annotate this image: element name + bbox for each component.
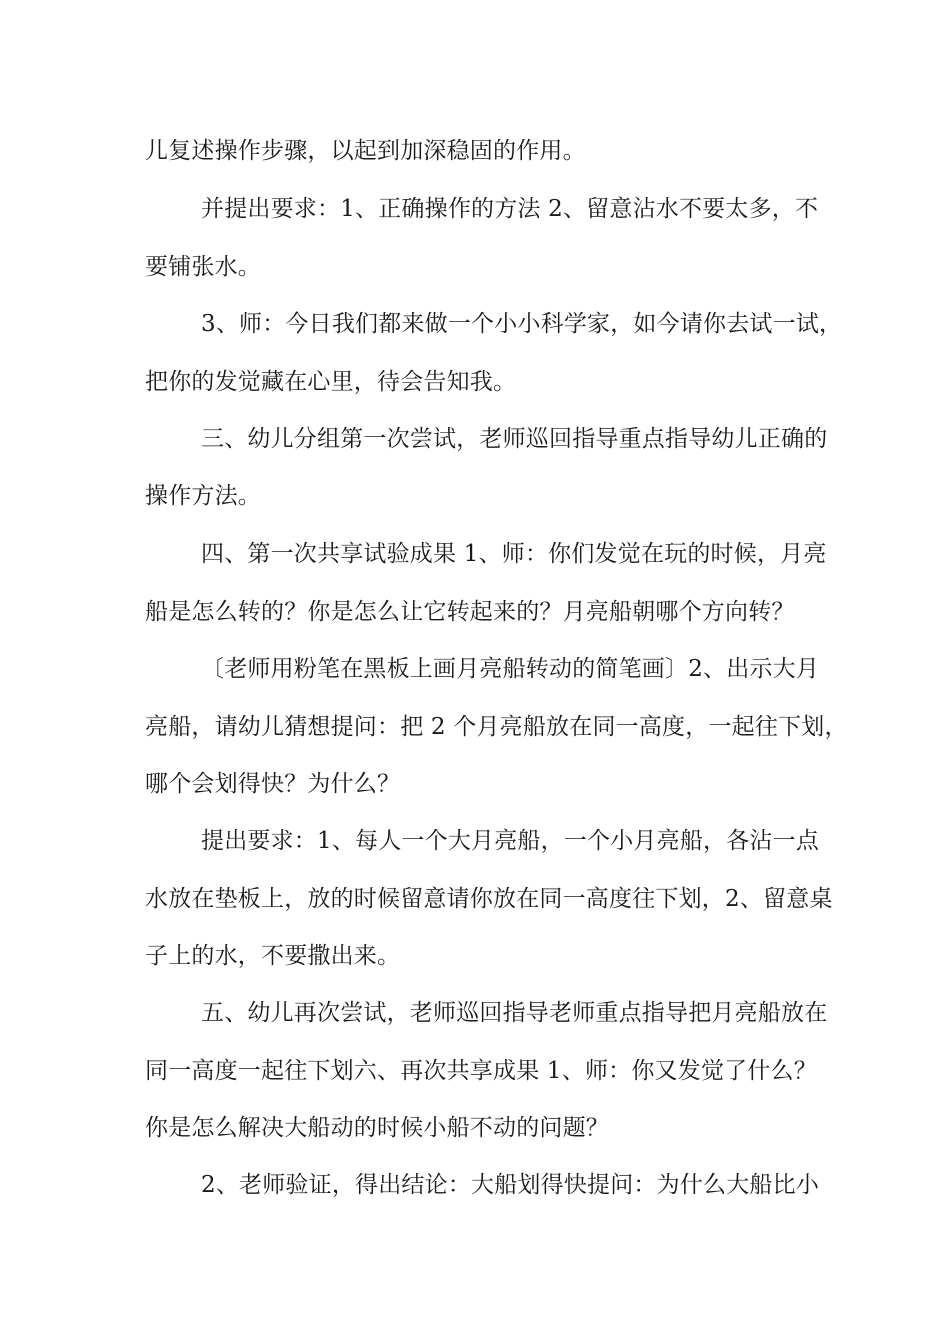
text-line: 提出要求：1、每人一个大月亮船，一个小月亮船，各沾一点	[201, 828, 820, 854]
text-line: 子上的水，不要撒出来。	[145, 943, 401, 969]
text-line: 〔老师用粉笔在黑板上画月亮船转动的简笔画〕2、出示大月	[201, 656, 820, 682]
text-line: 五、幼儿再次尝试，老师巡回指导老师重点指导把月亮船放在	[201, 1000, 828, 1026]
text-line: 你是怎么解决大船动的时候小船不动的问题？	[145, 1115, 609, 1141]
text-line: 船是怎么转的？你是怎么让它转起来的？月亮船朝哪个方向转？	[145, 599, 795, 625]
text-line: 2、老师验证，得出结论：大船划得快提问：为什么大船比小	[201, 1172, 820, 1198]
text-line: 哪个会划得快？为什么？	[145, 771, 401, 797]
text-line: 亮船，请幼儿猜想提问：把 2 个月亮船放在同一高度，一起往下划，	[145, 714, 848, 740]
text-line: 儿复述操作步骤，以起到加深稳固的作用。	[145, 138, 586, 164]
text-line: 水放在垫板上，放的时候留意请你放在同一高度往下划，2、留意桌	[145, 886, 833, 912]
text-line: 操作方法。	[145, 483, 261, 509]
text-line: 四、第一次共享试验成果 1、师：你们发觉在玩的时候，月亮	[201, 541, 827, 567]
text-line: 要铺张水。	[145, 254, 261, 280]
text-line: 并提出要求：1、正确操作的方法 2、留意沾水不要太多，不	[201, 196, 819, 222]
text-line: 3、师：今日我们都来做一个小小科学家，如今请你去试一试，	[201, 311, 843, 337]
text-line: 把你的发觉藏在心里，待会告知我。	[145, 369, 517, 395]
text-line: 同一高度一起往下划六、再次共享成果 1、师：你又发觉了什么？	[145, 1058, 817, 1084]
text-line: 三、幼儿分组第一次尝试，老师巡回指导重点指导幼儿正确的	[201, 426, 828, 452]
